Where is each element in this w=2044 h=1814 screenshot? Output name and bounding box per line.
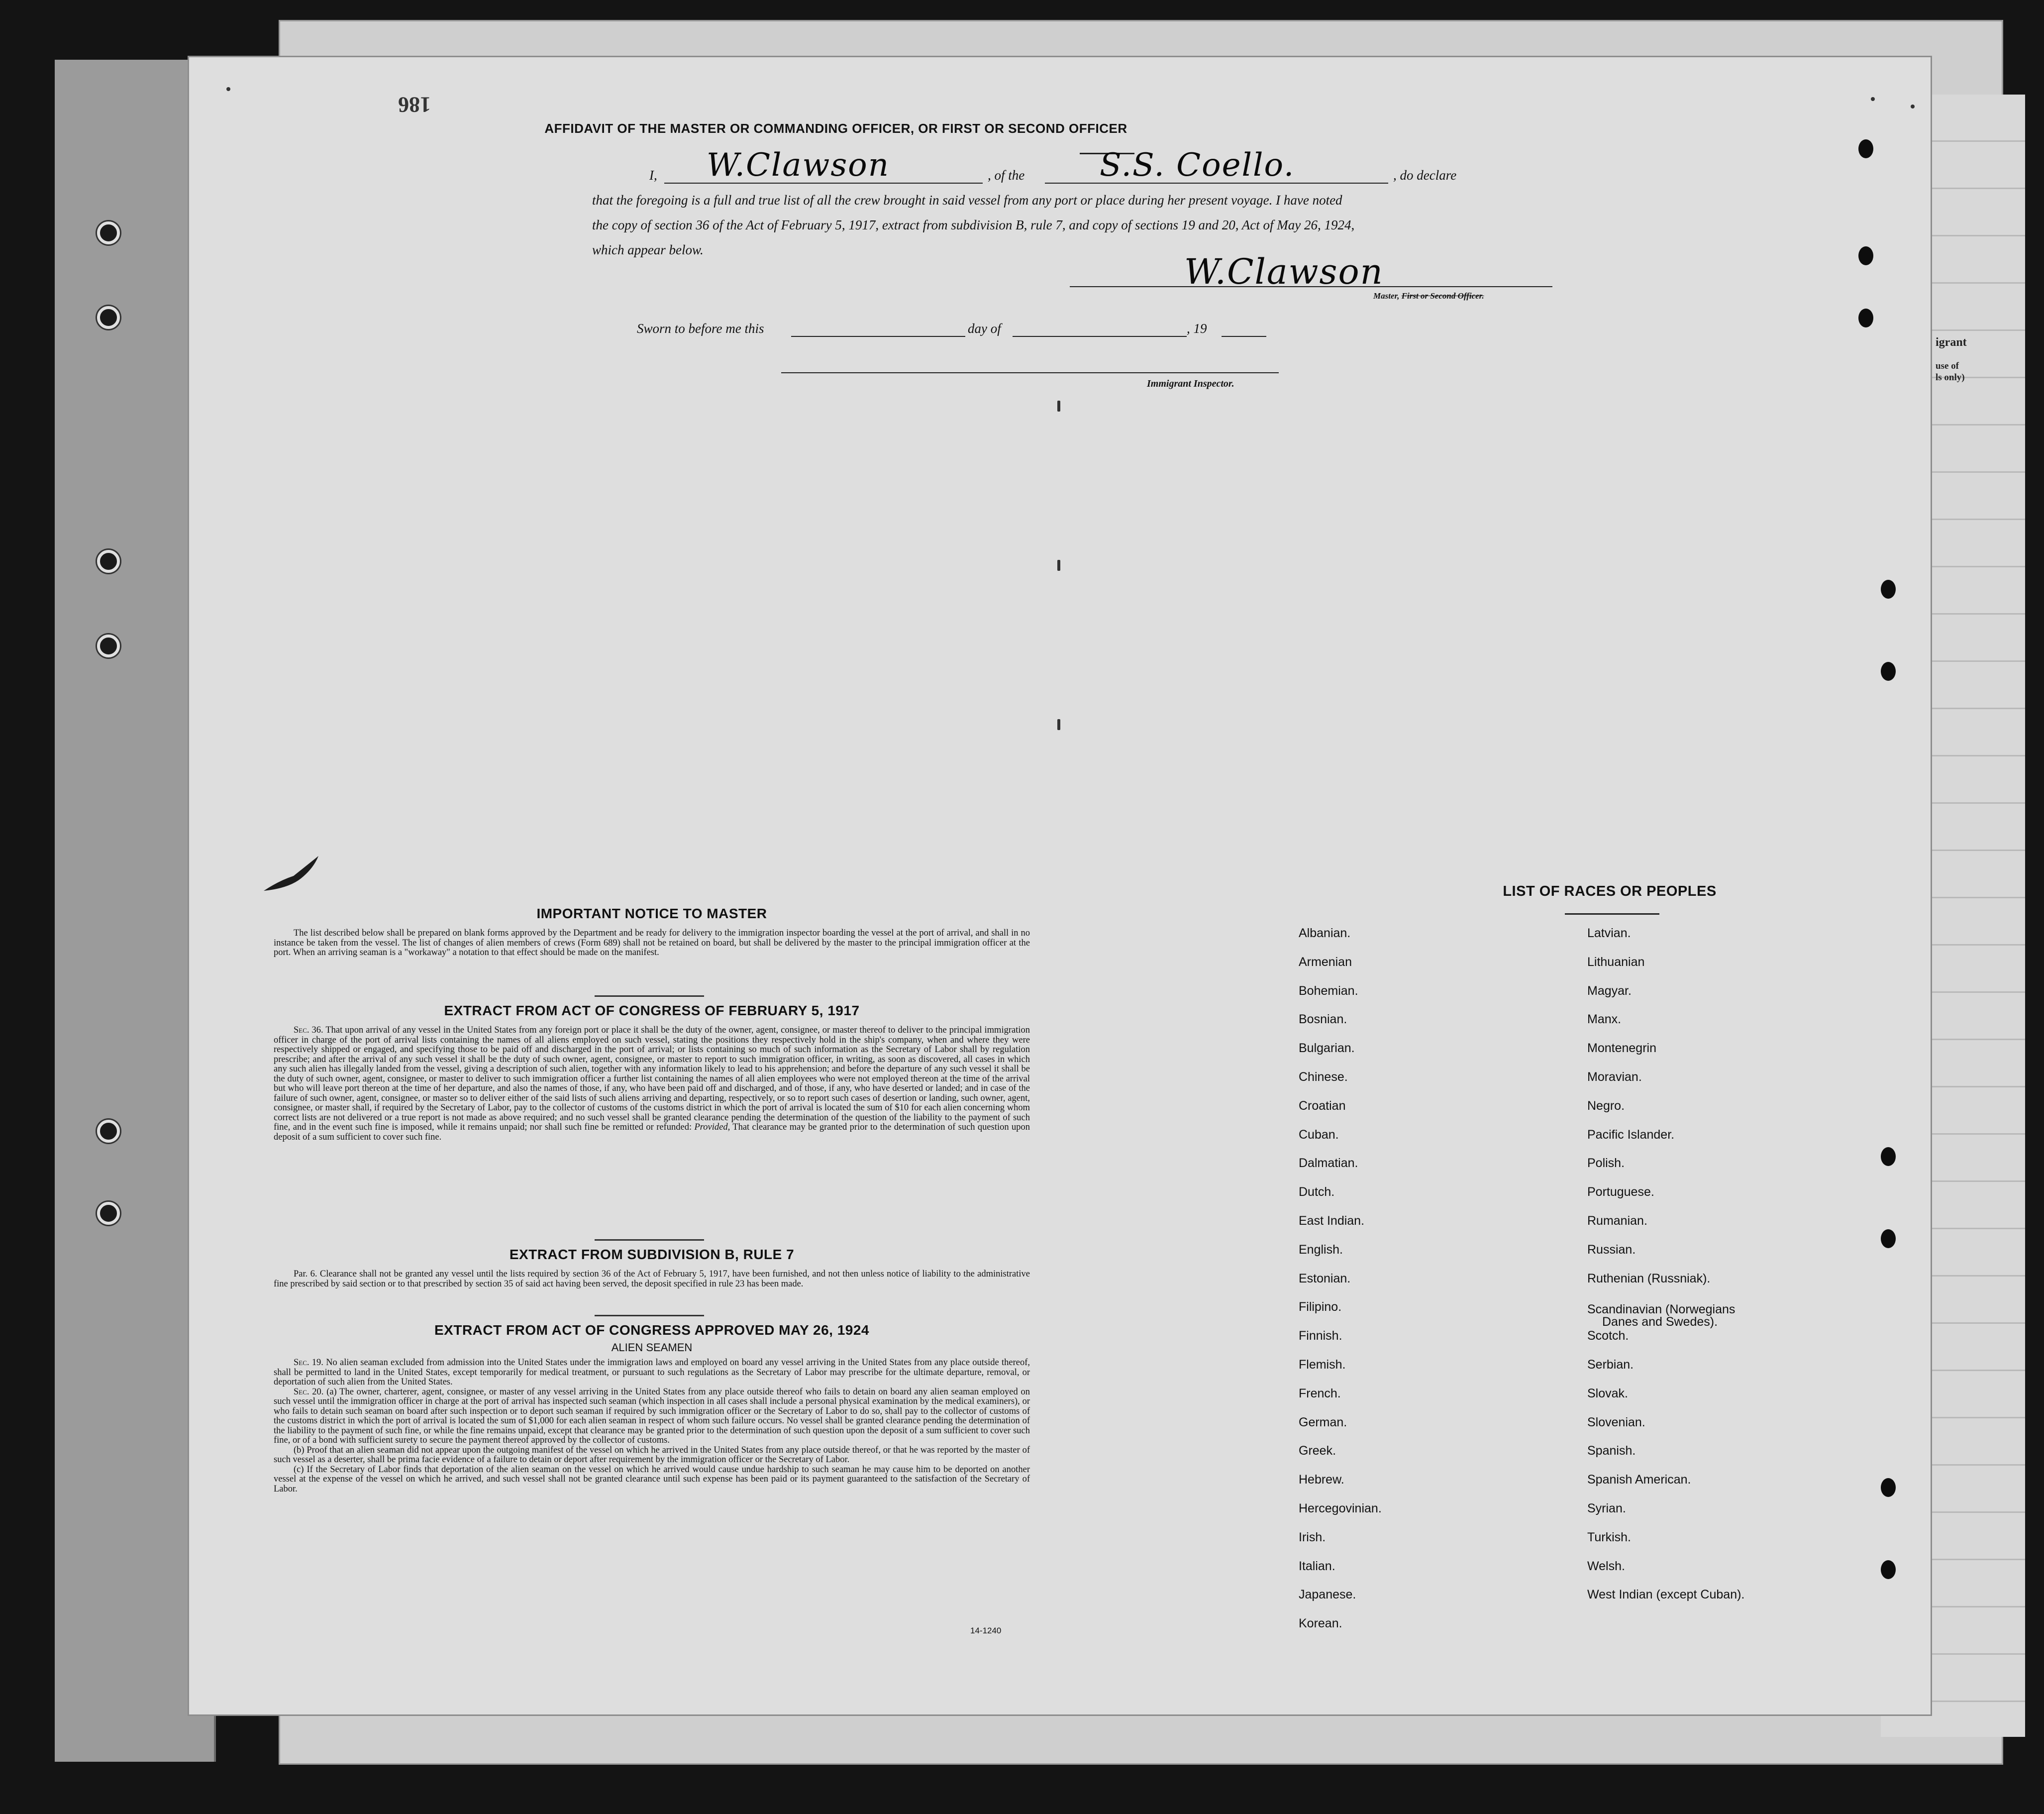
race-item: Irish. <box>1299 1530 1326 1544</box>
race-item: Dutch. <box>1299 1185 1335 1199</box>
master-label: Master, <box>1373 291 1400 301</box>
race-item: Hercegovinian. <box>1299 1501 1382 1515</box>
section-text-end: That clearance may be granted prior to the determination of such question upon deposit of a sum sufficient to cover such fine. <box>274 1122 1030 1142</box>
binder-hole <box>97 306 120 329</box>
race-item: Greek. <box>1299 1444 1336 1458</box>
binder-hole <box>1881 1478 1896 1497</box>
race-item: Montenegrin <box>1587 1041 1656 1056</box>
race-item: Welsh. <box>1587 1559 1625 1573</box>
extract-rule-7-title: EXTRACT FROM SUBDIVISION B, RULE 7 <box>509 1247 795 1262</box>
race-item: French. <box>1299 1386 1341 1400</box>
notice-body: The list described below shall be prepared on blank forms approved by the Department and be ready for delivery to the immigration inspector boarding the vessel at the port of arrival, and shall in no instance be taken from the vessel. The list of changes of alien members of crews (Form 689) shall not be retained on board, but shall be delivered by the master to the principal immigration officer at the port. When an arriving seaman is a "workaway" a notation to that effect should be made on the manifest. <box>274 928 1030 958</box>
ink-blot-icon <box>259 851 328 896</box>
master-signature: W.Clawson <box>1184 251 1384 292</box>
race-item: Slovak. <box>1587 1386 1628 1400</box>
section-text: That upon arrival of any vessel in the United States from any foreign port or place it shall be the duty of the owner, agent, consignee, or master thereof to deliver to the principal immigration officer in charge of the port of arrival lists containing the names of all aliens employed on such vessel, stating the positions they respectively hold in the ship's company, when and where they were respectively shipped or engaged, and specifying those to be paid off and discharged in the port of arrival; or lists containing so much of such information as the Secretary of Labor shall by regulation prescribe; and after the arrival of any such vessel it shall be the duty of such owner, agent, consignee, or master to report to such immigration officer, in writing, as soon as discovered, all cases in which any such alien has illegally landed from the vessel, giving a description of such alien, together with any information likely to lead to his apprehension; and before the departure of any such vessel it shall be the duty of such owner, agent, consignee, or master to deliver to such immigration officer a further list containing the names of all alien employees who were not employed thereon at the time of the arrival but who will leave port thereon at the time of her departure, and also the names of those, if any, who have been paid off and discharged, and of those, if any, who have deserted or landed; and in case of the failure of such owner, agent, consignee, or master so to deliver either of the said lists of such aliens arriving and departing, respectively, or so to report such cases of desertion or landing, such owner, agent, consignee, or master shall, if required by the Secretary of Labor, pay to the collector of customs of the customs district in which the port of arrival is located the sum of $10 for each alien concerning whom correct lists are not delivered or a true report is not made as above required; and no such vessel shall be granted clearance pending the determination of the question of the liability to the payment of such fine, and in the event such fine is imposed, while it remains unpaid; nor shall such fine be remitted or refunded: <box>274 1025 1030 1132</box>
race-item: English. <box>1299 1242 1343 1257</box>
binder-hole <box>1858 309 1873 327</box>
race-item: Cuban. <box>1299 1127 1339 1142</box>
stray-mark <box>1057 719 1060 730</box>
race-item: Scotch. <box>1587 1329 1629 1343</box>
section-20a <box>274 1387 1030 1446</box>
alien-seamen-subtitle: ALIEN SEAMEN <box>611 1341 693 1354</box>
race-item: Syrian. <box>1587 1501 1626 1515</box>
race-item: Korean. <box>1299 1616 1342 1631</box>
race-item: Russian. <box>1587 1242 1636 1257</box>
form-number: 14-1240 <box>970 1626 1002 1635</box>
race-item: East Indian. <box>1299 1214 1365 1228</box>
binder-hole <box>97 550 120 573</box>
race-item: Spanish American. <box>1587 1473 1691 1487</box>
extract-1917 <box>274 1003 1030 1142</box>
section-text: No alien seaman excluded from admission into the United States under the immigration laws and employed on board any vessel arriving in the United States from any place outside thereof, shall be permitted to land in the United States, except temporarily for medical treatment, or pursuant to such regulations as the Secretary of Labor may prescribe for the ultimate departure, removal, or deportation of such alien from the United States. <box>274 1358 1030 1387</box>
binder-hole <box>97 1202 120 1225</box>
extract-1917-body <box>274 1026 1030 1142</box>
affidavit-text-line: which appear below. <box>592 242 704 257</box>
race-item: Spanish. <box>1587 1444 1636 1458</box>
race-item: Pacific Islander. <box>1587 1127 1675 1142</box>
race-item: German. <box>1299 1415 1347 1429</box>
affidavit-i-label: I, <box>649 168 657 183</box>
sworn-year-blank <box>1222 336 1266 337</box>
divider <box>595 1315 704 1316</box>
race-item: Croatian <box>1299 1098 1346 1113</box>
race-item: Armenian <box>1299 955 1352 969</box>
section-20c: (c) If the Secretary of Labor finds that deportation of the alien seaman on the vessel on which he arrived would cause undue hardship to such seaman he may cause him to be deported on another vessel at the expense of the vessel on which he arrived, and such vessel shall not be granted clearance until such expense has been paid or its payment guaranteed to the satisfaction of the Secretary of Labor. <box>274 1464 1030 1494</box>
divider <box>1565 913 1659 915</box>
race-item: Japanese. <box>1299 1588 1356 1602</box>
handwritten-vessel-name: S.S. Coello. <box>1100 147 1295 184</box>
stray-mark <box>226 87 230 91</box>
race-item: Slovenian. <box>1587 1415 1645 1429</box>
race-item: Scandinavian (Norwegians <box>1587 1302 1736 1317</box>
stray-mark <box>1871 97 1875 101</box>
sworn-before-label: Sworn to before me this <box>637 321 764 336</box>
right-sheet-fragment: use of <box>1936 361 1959 371</box>
race-item: Finnish. <box>1299 1329 1342 1343</box>
provided-label: Provided, <box>694 1122 730 1132</box>
inspector-signature-line <box>781 372 1279 373</box>
race-item: Portuguese. <box>1587 1185 1654 1199</box>
extract-rule-7-body: Par. 6. Clearance shall not be granted any vessel until the lists required by section 36 of the Act of February 5, 1917, have been furnished, and not then unless notice of liability to the administrative fine prescribed by said section or to that prescribed by section 35 of said act having been served, the deposit specified in rule 23 has been made. <box>274 1269 1030 1289</box>
signature-role-label <box>1373 291 1484 301</box>
race-item: Filipino. <box>1299 1300 1342 1314</box>
struck-officer-label: First or Second Officer. <box>1401 291 1484 301</box>
race-item: Danes and Swedes). <box>1602 1315 1718 1329</box>
extract-1924 <box>274 1322 1030 1494</box>
race-item: West Indian (except Cuban). <box>1587 1588 1745 1602</box>
race-item: Bohemian. <box>1299 983 1358 998</box>
races-title: LIST OF RACES OR PEOPLES <box>1503 883 1717 899</box>
race-item: Dalmatian. <box>1299 1156 1358 1171</box>
day-of-label: day of <box>968 321 1001 336</box>
section-label: Sec. 19. <box>294 1358 323 1368</box>
year-label: , 19 <box>1187 321 1207 336</box>
race-item: Italian. <box>1299 1559 1335 1573</box>
race-item: Hebrew. <box>1299 1473 1344 1487</box>
section-20b: (b) Proof that an alien seaman did not appear upon the outgoing manifest of the vessel on which he arrived in the United States from any place outside thereof, or that he was reported by the master of such vessel as a deserter, shall be prima facie evidence of a failure to detain or deport after requirement by the immigration officer or the Secretary of Labor. <box>274 1445 1030 1465</box>
right-sheet-fragment: igrant <box>1936 336 1967 349</box>
affidavit-title: AFFIDAVIT OF THE MASTER OR COMMANDING OFFICER, OR FIRST OR SECOND OFFICER <box>544 121 1127 136</box>
binder-hole <box>1858 246 1873 265</box>
inspector-label: Immigrant Inspector. <box>1147 378 1234 389</box>
race-item: Polish. <box>1587 1156 1625 1171</box>
stray-mark <box>1057 560 1060 571</box>
race-item: Ruthenian (Russniak). <box>1587 1271 1711 1285</box>
binder-hole <box>1881 1147 1896 1166</box>
race-item: Latvian. <box>1587 926 1631 940</box>
race-item: Magyar. <box>1587 983 1632 998</box>
right-sheet-fragment: ls only) <box>1936 372 1965 383</box>
extract-rule-7 <box>274 1247 1030 1289</box>
binder-hole <box>1881 662 1896 681</box>
section-19 <box>274 1358 1030 1387</box>
do-declare-label: , do declare <box>1393 168 1457 183</box>
of-the-label: , of the <box>988 168 1025 183</box>
section-label: Sec. 36. <box>294 1025 323 1035</box>
race-item: Chinese. <box>1299 1070 1348 1084</box>
extract-1917-title: EXTRACT FROM ACT OF CONGRESS OF FEBRUARY 5, 1917 <box>444 1003 860 1018</box>
affidavit-text-line: that the foregoing is a full and true list of all the crew brought in said vessel from any port or place during her present voyage. I have noted <box>592 193 1342 208</box>
notice-title: IMPORTANT NOTICE TO MASTER <box>536 906 767 921</box>
binder-hole <box>97 635 120 657</box>
sworn-date-blank <box>791 336 965 337</box>
race-item: Moravian. <box>1587 1070 1642 1084</box>
extract-1924-title: EXTRACT FROM ACT OF CONGRESS APPROVED MAY 26, 1924 <box>434 1322 869 1338</box>
stray-mark <box>1057 401 1060 412</box>
stray-mark <box>1911 105 1915 108</box>
race-item: Albanian. <box>1299 926 1351 940</box>
race-item: Turkish. <box>1587 1530 1631 1544</box>
race-item: Negro. <box>1587 1098 1625 1113</box>
divider <box>595 995 704 997</box>
page-number: 186 <box>398 93 431 117</box>
race-item: Serbian. <box>1587 1358 1634 1372</box>
binder-hole <box>1881 1229 1896 1248</box>
section-text: (a) The owner, charterer, agent, consignee, or master of any vessel arriving in the United States from any place outside thereof who fails to detain on board any alien seaman employed on such vessel until the immigration officer in charge at the port of arrival has inspected such seaman (which inspection in all cases shall include a personal physical examination by the medical examiners), or who fails to detain such seaman on board after such inspection or to deport such seaman if required by such immigration officer or the Secretary of Labor to do so, shall pay to the collector of customs of the customs district in which the port of arrival is located the sum of $1,000 for each alien seaman in respect of whom such failure occurs. No vessel shall be granted clearance pending the determination of the liability to the payment of such fine, or while the fine remains unpaid, except that clearance may be granted prior to the determination of such question upon the deposit of a sum sufficient to cover such fine, or of a bond with sufficient surety to secure the payment thereof approved by the collector of customs. <box>274 1387 1030 1445</box>
race-item: Bulgarian. <box>1299 1041 1355 1056</box>
affidavit-text-line: the copy of section 36 of the Act of February 5, 1917, extract from subdivision B, rule 7, and copy of sections 19 and 20, Act of May 26, 1924, <box>592 217 1355 232</box>
handwritten-name: W.Clawson <box>707 147 890 184</box>
race-item: Rumanian. <box>1587 1214 1647 1228</box>
race-item: Lithuanian <box>1587 955 1645 969</box>
race-item: Manx. <box>1587 1012 1622 1027</box>
binder-hole <box>1881 580 1896 599</box>
race-item: Flemish. <box>1299 1358 1346 1372</box>
affidavit-page <box>189 57 1931 1714</box>
binder-hole <box>1858 139 1873 158</box>
binder-hole <box>1881 1560 1896 1579</box>
divider <box>595 1239 704 1241</box>
important-notice <box>274 906 1030 958</box>
race-item: Estonian. <box>1299 1271 1351 1285</box>
binder-hole <box>97 1120 120 1143</box>
binder-hole <box>97 221 120 244</box>
sworn-month-blank <box>1013 336 1187 337</box>
race-item: Bosnian. <box>1299 1012 1347 1027</box>
section-label: Sec. 20. <box>294 1387 324 1397</box>
